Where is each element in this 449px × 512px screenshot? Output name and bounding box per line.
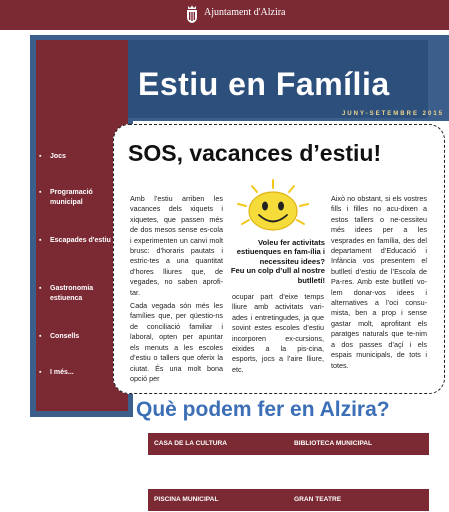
sidebar-item-label: Gastronomia estiuenca xyxy=(50,285,94,302)
issue-date: JUNY-SETEMBRE 2015 xyxy=(341,111,444,117)
article-column-2 xyxy=(232,292,324,375)
callout-question: Voleu fer activitats estiuenques en fam-ília i necessiteu idees? xyxy=(236,238,325,266)
bullet-icon: ▪ xyxy=(39,189,42,196)
sidebar-item-label: I més... xyxy=(50,369,74,376)
newsletter-title: Estiu en Família xyxy=(138,66,390,102)
callout-box xyxy=(227,238,325,285)
section-title: Què podem fer en Alzira? xyxy=(136,398,390,421)
top-bar xyxy=(0,0,449,30)
sidebar-item-label: Programació municipal xyxy=(50,189,93,206)
tile-gran-teatre[interactable]: GRAN TEATRE xyxy=(288,489,429,511)
bullet-icon: ▪ xyxy=(39,153,42,160)
bullet-icon: ▪ xyxy=(39,237,42,244)
bullet-icon: ▪ xyxy=(39,285,42,292)
coat-of-arms-icon xyxy=(185,5,199,24)
article-headline: SOS, vacances d’estiu! xyxy=(128,140,382,166)
bullet-icon: ▪ xyxy=(39,369,42,376)
sidebar-item-label: Escapades d'estiu xyxy=(50,237,111,244)
brand-name: Ajuntament d'Alzira xyxy=(204,7,286,18)
tile-casa-cultura[interactable]: CASA DE LA CULTURA xyxy=(148,433,289,455)
article-column-3 xyxy=(331,194,427,371)
sidebar-item-label: Jocs xyxy=(50,153,66,160)
bullet-icon: ▪ xyxy=(39,333,42,340)
paragraph: Això no obstant, si els vostres fills i filles no acu-dixen a estos tallers o ne-cessiteu més idees per a les vesprades en família, des del departament d’Educació i Infància vos presentem el butlletí d’estiu de l’Escola de Pa-res. Amb este butlletí vo-lem donar-vos idees i alternatives a l’oci consu-mista, ben a prop i sense gastar molt, aprofitant els paratges naturals que te-nim a dos passes d’açí i els espais municipals, de tots i totes. xyxy=(331,194,427,370)
smiling-sun-icon xyxy=(232,178,314,238)
tile-biblioteca[interactable]: BIBLIOTECA MUNICIPAL xyxy=(288,433,429,455)
callout-answer: Feu un colp d’ull al nostre butlletí! xyxy=(230,266,325,285)
sidebar-item-label: Consells xyxy=(50,333,80,340)
tile-piscina[interactable]: PISCINA MUNICIPAL xyxy=(148,489,289,511)
paragraph: Cada vegada són més les famílies que, per qüestio-ns de conciliació familiar i laboral, opten per apuntar els menuts a les escoles d’estiu o tallers que oferix la ciutat. És una molt bona opció per xyxy=(130,301,223,383)
paragraph: Amb l’estiu arriben les vacances dels xiquets i xiquetes, que passen més de dos mesos sense es-cola i experimenten un canvi molt brusc: d’horaris pautats i estric-tes a una quantitat d’hores lliures que, de vegades, no saben aprofi-tar. xyxy=(130,194,223,297)
article-column-1 xyxy=(130,194,223,384)
paragraph: ocupar part d’eixe temps lliure amb activitats vari-ades i entretingudes, ja que sovint estes escoles d’estiu incorporen ex-cursions, eixides a la pis-cina, esports, jocs a l’aire lliure, etc. xyxy=(232,292,324,374)
